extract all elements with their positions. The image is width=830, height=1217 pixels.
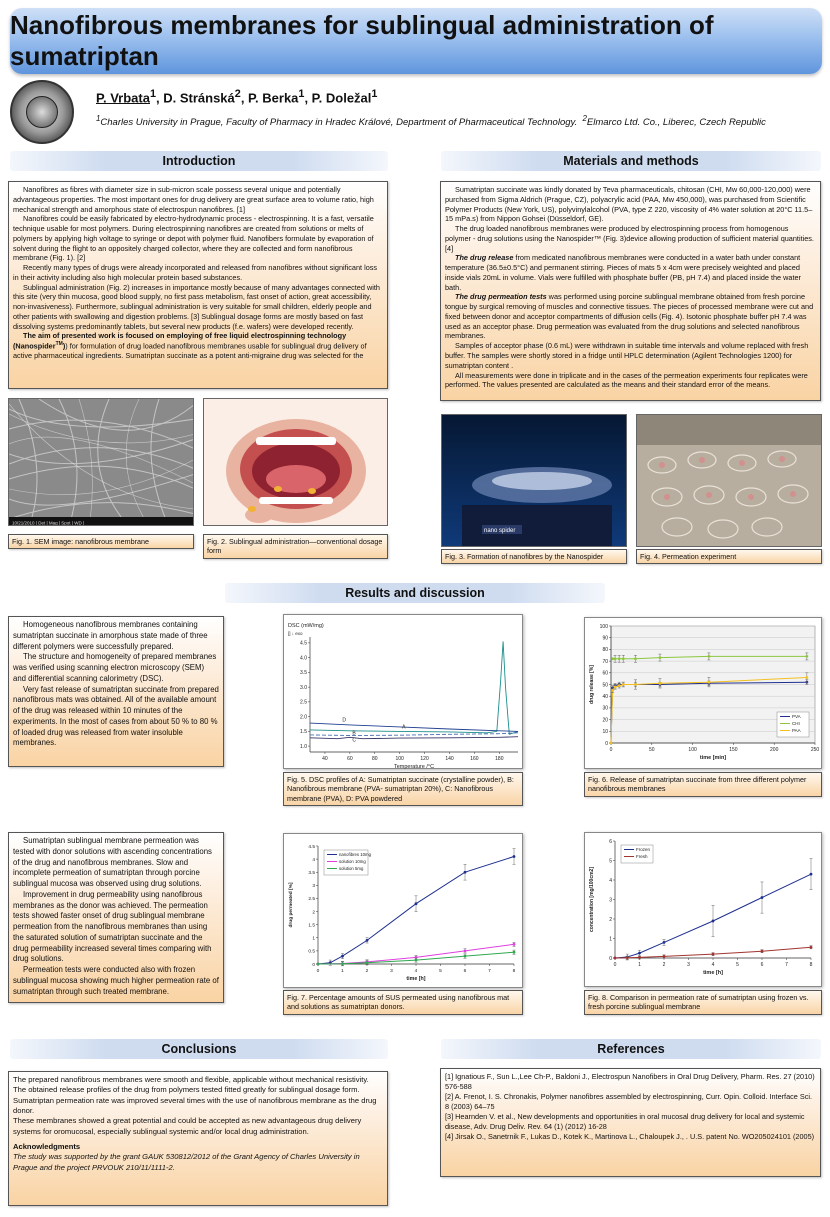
x-tick-label: 2 bbox=[662, 962, 666, 968]
conclusions-text: The prepared nanofibrous membranes were smooth and flexible, applicable without mechanical resistivity. The obtained release profiles of the drug from polymers tested fitted greatly for sublingual dosage form. Sumatriptan permeation rate was improved several times with the use of nanofibrous membrane as the drug donor. These membranes showed a great potential and could be accepted as new advantageous drug delivery systems for oromucosal, especially sublingual systemic and/or local drug administration. Acknowledgments The study was supported by the grant GAUK 530812/2012 of the Grant Agency of Charles University in Prague and the project PRVOUK 210/11/1111-2. bbox=[8, 1071, 388, 1206]
x-tick-label: 80 bbox=[371, 756, 378, 762]
y-axis-unit-note: [] ↓ exo bbox=[288, 631, 303, 636]
y-axis-label: concentration [mg/100cm2] bbox=[589, 866, 595, 933]
x-tick-label: 50 bbox=[649, 747, 655, 753]
y-tick-label: 2 bbox=[609, 916, 612, 923]
data-point bbox=[513, 943, 516, 946]
y-tick-label: 4 bbox=[312, 857, 315, 863]
sem-image bbox=[8, 398, 194, 526]
sublingual-mouth-image bbox=[203, 398, 388, 526]
y-tick-label: 6 bbox=[609, 838, 612, 845]
y-tick-label: 0 bbox=[312, 962, 315, 968]
section-introduction-heading: Introduction bbox=[10, 151, 388, 171]
section-results-heading: Results and discussion bbox=[225, 583, 605, 603]
y-tick-label: 2.5 bbox=[308, 897, 315, 903]
curve-label-c: C bbox=[352, 737, 356, 744]
data-point bbox=[638, 952, 641, 955]
data-point bbox=[805, 676, 808, 679]
y-tick-label: 4.5 bbox=[300, 640, 307, 647]
acknowledgments-heading: Acknowledgments bbox=[13, 1141, 81, 1151]
legend-label: PAA bbox=[792, 728, 801, 733]
acknowledgments-text: The study was supported by the grant GAUK 530812/2012 of the Grant Agency of Charles University in Prague and the project PRVOUK 210/11/1111-2. bbox=[13, 1152, 360, 1172]
data-point bbox=[663, 941, 666, 944]
y-tick-label: 2 bbox=[312, 910, 315, 916]
fig5-caption: Fig. 5. DSC profiles of A: Sumatriptan succinate (crystalline powder), B: Nanofibrous membrane (PVA- sumatriptan 20%), C: Nanofibrous membrane (PVA), D: PVA powdered bbox=[283, 772, 523, 806]
data-point bbox=[761, 950, 764, 953]
x-tick-label: 1 bbox=[341, 969, 344, 974]
frozen-fresh-chart bbox=[584, 832, 822, 987]
data-point bbox=[464, 949, 467, 952]
release-chart bbox=[584, 617, 822, 769]
x-tick-label: 4 bbox=[711, 962, 715, 968]
data-point bbox=[610, 742, 613, 745]
data-point bbox=[663, 955, 666, 958]
introduction-text: Nanofibres as fibres with diameter size in sub-micron scale possess several unique and potentially advantageous properties. The most important ones for drug delivery are great surface area to volume ratio, high mechanical strength and amorphous state of electrospun nanofibres. [1] Nanofibres could be easily fabricated by electro-hydrodynamic process - electrospinning. It is a fast, versatile technique usable for most polymers. During electrospinning nanofibres are created from solutions or melts of polymers by applying high voltage to syringe or depot with polymer fluid. Nanofibers formulate by evaporation of solvent during the flight to an oppositely charged collector, where they are collected and form nanofibrous membrane (Fig. 1). [2] Recently many types of drugs were already incorporated and released from nanofibres without significant loss in their activity including also high molecular protein based substances. Sublingual administration (Fig. 2) increases in importance mostly because of many advantages connected with this site (very thin mucosa, good blood supply, no first pass metabolism, fast onset of action, great accessibility, non-invasiveness). Furthermore, sublingual administration is very suitable for small children, elderly people and other patients with swallowing and digestion problems. [3] Sublingual dosage forms are mostly based on fast dissolving systems predominantly tablets, but several new products (f.e. wafers) were developed recently. The aim of presented work is focused on employing of free liquid electrospinning technology (Nanospider™)) for formulation of drug loaded nanofibrous membranes usable for sublingual drug delivery of active pharmaceutical ingredients. Sumatriptan succinate as a potent anti-migraine drug was selected for the bbox=[8, 181, 388, 389]
x-tick-label: 3 bbox=[390, 969, 393, 974]
x-tick-label: 0 bbox=[609, 747, 613, 753]
x-tick-label: 6 bbox=[463, 969, 467, 974]
university-seal-logo bbox=[10, 80, 74, 144]
data-point bbox=[618, 657, 621, 660]
nanospider-image bbox=[441, 414, 627, 547]
series-line-c bbox=[310, 737, 518, 739]
legend-label: Fresh bbox=[636, 854, 648, 859]
data-point bbox=[810, 946, 813, 949]
x-tick-label: 40 bbox=[322, 756, 328, 762]
y-tick-label: 3.5 bbox=[308, 871, 315, 877]
x-tick-label: 100 bbox=[395, 756, 404, 762]
data-point bbox=[366, 939, 369, 942]
y-tick-label: 0 bbox=[609, 955, 612, 962]
data-point bbox=[415, 902, 418, 905]
data-point bbox=[805, 655, 808, 658]
results-text-1: Homogeneous nanofibrous membranes containing sumatriptan succinate in amorphous state made of three different polymers were successfully prepared. The structure and homogeneity of prepared membranes was verified using scanning electron microscopy (SEM) and differential scanning calorimetry (DSC). Very fast release of sumatriptan succinate from prepared nanofibrous mats was obtained. All of the available amount of the drug was released within 10 minutes of the experiments. In the most of cases from about 50 % to 80 % of loaded drug was released from water insoluble membranes. bbox=[8, 616, 224, 767]
y-tick-label: 70 bbox=[602, 658, 608, 665]
release-chart-svg bbox=[585, 618, 823, 770]
data-point bbox=[810, 873, 813, 876]
legend-label: Frozen bbox=[636, 847, 651, 852]
x-tick-label: 100 bbox=[688, 747, 697, 753]
y-tick-label: 30 bbox=[602, 705, 608, 712]
x-tick-label: 7 bbox=[785, 962, 788, 968]
x-tick-label: 1 bbox=[638, 962, 641, 968]
series-line-a bbox=[310, 641, 518, 737]
y-tick-label: 1.5 bbox=[300, 729, 307, 736]
data-point bbox=[712, 920, 715, 923]
y-tick-label: 4.5 bbox=[308, 844, 315, 850]
y-tick-label: 2.5 bbox=[300, 699, 307, 706]
data-point bbox=[366, 961, 369, 964]
section-references-heading: References bbox=[441, 1039, 821, 1059]
x-tick-label: 180 bbox=[495, 756, 504, 762]
data-point bbox=[341, 962, 344, 965]
x-tick-label: 250 bbox=[810, 747, 820, 753]
author-1: P. Vrbata bbox=[96, 90, 150, 106]
curve-label-a: A bbox=[402, 724, 406, 731]
x-tick-label: 60 bbox=[347, 756, 353, 762]
y-tick-label: 3.5 bbox=[300, 670, 307, 677]
section-conclusions-heading: Conclusions bbox=[10, 1039, 388, 1059]
sem-scale-bar-text: 10/21/2010 | Det | Mag | Spot | WD | bbox=[12, 520, 85, 526]
nanospider-logo-text: nano spider bbox=[484, 528, 516, 534]
title-banner bbox=[10, 8, 822, 74]
legend-label: solution 5mg bbox=[339, 866, 364, 871]
legend-label: PVA bbox=[792, 714, 801, 719]
x-tick-label: 140 bbox=[445, 756, 454, 762]
x-tick-label: 8 bbox=[809, 962, 813, 968]
permeation-chart-svg bbox=[284, 834, 524, 989]
y-tick-label: 2.0 bbox=[300, 714, 307, 721]
x-tick-label: 120 bbox=[420, 756, 429, 762]
y-tick-label: 3 bbox=[312, 884, 315, 890]
author-3: P. Berka bbox=[248, 90, 299, 106]
fig6-caption: Fig. 6. Release of sumatriptan succinate from three different polymer nanofibrous membranes bbox=[584, 772, 822, 797]
y-tick-label: 3.0 bbox=[300, 684, 307, 691]
y-tick-label: 50 bbox=[602, 682, 608, 689]
y-axis-label: drug release [%] bbox=[589, 665, 595, 704]
legend-label: solution 10mg bbox=[339, 859, 366, 864]
y-tick-label: 1.0 bbox=[300, 743, 307, 750]
data-point bbox=[611, 657, 614, 660]
data-point bbox=[614, 957, 617, 960]
data-point bbox=[708, 681, 711, 684]
y-tick-label: 3 bbox=[609, 897, 612, 904]
x-tick-label: 0 bbox=[613, 962, 617, 968]
y-tick-label: 10 bbox=[602, 729, 608, 736]
x-tick-label: 3 bbox=[687, 962, 690, 968]
x-axis-label: time [h] bbox=[703, 970, 723, 976]
legend-label: nanofibres 10mg bbox=[339, 852, 372, 857]
y-axis-label: DSC (mW/mg) bbox=[288, 623, 324, 629]
y-tick-label: 0 bbox=[605, 740, 608, 747]
reference-2: [2] A. Frenot, I. S. Chronakis, Polymer nanofibres assembled by electrospinning, Curr. Opin. Colloid. Interface Sci. 8 (2003) 64–75 bbox=[445, 1091, 813, 1111]
legend-label: CHI bbox=[792, 721, 800, 726]
reference-1: [1] Ignatious F., Sun L.,Lee Ch-P., Baldoni J., Electrospun Nanofibers in Oral Drug Delivery, Pharm. Res. 27 (2010) 576-588 bbox=[445, 1072, 815, 1091]
x-axis-label: time [h] bbox=[406, 976, 426, 982]
y-tick-label: 1 bbox=[609, 936, 612, 943]
y-tick-label: 1 bbox=[312, 936, 315, 942]
data-point bbox=[464, 871, 467, 874]
data-point bbox=[659, 656, 662, 659]
data-point bbox=[634, 683, 637, 686]
x-tick-label: 5 bbox=[439, 969, 442, 974]
data-point bbox=[638, 956, 641, 959]
data-point bbox=[659, 682, 662, 685]
data-point bbox=[415, 959, 418, 962]
fig3-caption: Fig. 3. Formation of nanofibres by the Nanospider bbox=[441, 549, 627, 564]
data-point bbox=[341, 955, 344, 958]
dsc-chart-svg bbox=[284, 615, 524, 770]
x-axis-label: Temperature /°C bbox=[393, 764, 435, 770]
author-2: D. Stránská bbox=[163, 90, 235, 106]
frozen-fresh-chart-svg bbox=[585, 833, 823, 988]
fig4-caption: Fig. 4. Permeation experiment bbox=[636, 549, 822, 564]
x-tick-label: 5 bbox=[736, 962, 739, 968]
y-tick-label: 90 bbox=[602, 635, 608, 642]
x-tick-label: 6 bbox=[760, 962, 764, 968]
data-point bbox=[464, 955, 467, 958]
data-point bbox=[708, 655, 711, 658]
y-tick-label: 60 bbox=[602, 670, 608, 677]
results-text-2: Sumatriptan sublingual membrane permeation was tested with donor solutions with ascending concentrations of the drug and nanofibrous membranes. Slow and incomplete permeation of sumatriptan through porcine sublingual mucosa was observed using drug solutions. Improvement in drug permeability using nanofibrous membranes as the donor was achieved. The permeation tests showed faster onset of drug sublingual membrane permeation from the nanofibrous membranes than using the saturated solution of sumatriptan succinate and the drug permeability increased several times comparing with drug solutions. Permeation tests were conducted also with frozen sublingual mucosa showing much higher permeation rate of sumatriptan through such treated membrane. bbox=[8, 832, 224, 1003]
curve-label-d: D bbox=[342, 717, 347, 724]
data-point bbox=[614, 685, 617, 688]
permeation-experiment-image bbox=[636, 414, 822, 547]
x-tick-label: 2 bbox=[365, 969, 369, 974]
x-tick-label: 4 bbox=[414, 969, 418, 974]
data-point bbox=[622, 657, 625, 660]
permeation-chart bbox=[283, 833, 523, 988]
curve-label-b: B bbox=[352, 730, 356, 737]
x-tick-label: 8 bbox=[512, 969, 516, 974]
data-point bbox=[712, 953, 715, 956]
y-tick-label: 0.5 bbox=[308, 949, 315, 955]
x-axis-label: time [min] bbox=[699, 755, 727, 761]
data-point bbox=[626, 956, 629, 959]
y-tick-label: 100 bbox=[599, 623, 608, 630]
data-point bbox=[513, 855, 516, 858]
author-4: P. Doležal bbox=[311, 90, 372, 106]
fig8-caption: Fig. 8. Comparison in permeation rate of sumatriptan using frozen vs. fresh porcine sublingual membrane bbox=[584, 990, 822, 1015]
y-tick-label: 20 bbox=[602, 717, 608, 724]
references-list bbox=[440, 1068, 821, 1177]
reference-3: [3] Hearnden V. et al., New developments and opportunities in oral mucosal drug delivery for local and systemic disease, Adv. Drug Deliv. Rev. 64 (1) (2012) 16-28 bbox=[445, 1111, 805, 1131]
fig7-caption: Fig. 7. Percentage amounts of SUS permeated using nanofibrous mat and solutions as sumatriptan donors. bbox=[283, 990, 523, 1015]
materials-text: Sumatriptan succinate was kindly donated by Teva pharmaceuticals, chitosan (CHI, Mw 60,000-120,000) were purchased from Sigma Aldrich (Prague, CZ), polyacrylic acid (PAA, Mw 450,000), was purchased from Scientific Polymer Products (New York, US), polyvinylalcohol (PVA, type Z 220, viscosity of 4% water solution at 20°C 11.5–15 mPa.s) from Nippon Gohsei (Düsseldorf, GE). The drug loaded nanofibrous membranes were produced by electrospinning process from homogenous polymer - drug solutions using the Nanospider™ (Fig. 3)device allowing production of sufficient material quantities.[4] The drug release from medicated nanofibrous membranes were conducted in a water bath under constant temperature (36.5±0.5°C) and permanent stirring. Pieces of mats 5 x 4cm were precisely weighted and placed inside vials 20mL in volume. Vials were fulfilled with phosphate buffer (PB, pH 7.4) and placed inside the water bath. The drug permeation tests was performed using porcine sublingual membrane obtained from fresh porcine tongue by surgical removing of muscles and connective tissues. The pieces of processed membrane were cut and fixed between donor and acceptor compartments of diffusion cells (Fig. 4). Isotonic phosphate buffer pH 7.4 was used as an acceptor phase. Drug permeation was evaluated from the drug solutions and selected nanofibrous membranes. Samples of acceptor phase (0.6 mL) were withdrawn in suitable time intervals and volume replaced with fresh buffer. The samples were shortly stored in a fridge until HPLC determination (Agilent Technologies 1200) for sumatriptan content . All measurements were done in triplicate and in the cases of the permeation experiments four replicates were performed. The values presented are calculated as the means and their standard error of the means. bbox=[440, 181, 821, 401]
author-line: P. Vrbata$^1$, D. Stránská$^2$, P. Berka$^1$, P. Doležal$^1$ bbox=[96, 88, 378, 106]
data-point bbox=[317, 963, 320, 966]
y-axis-label: drug permeated [%] bbox=[289, 882, 294, 928]
poster-title: Nanofibrous membranes for sublingual administration of sumatriptan bbox=[10, 10, 714, 71]
reference-4: [4] Jirsak O., Sanetrnik F., Lukas D., Kotek K., Martinova L., Chaloupek J., . U.S. patent No. WO205024101 (2005) bbox=[445, 1131, 815, 1141]
fig2-caption: Fig. 2. Sublingual administration—conventional dosage form bbox=[203, 534, 388, 559]
x-tick-label: 0 bbox=[316, 969, 320, 974]
y-tick-label: 5 bbox=[609, 858, 612, 865]
data-point bbox=[761, 896, 764, 899]
y-tick-label: 1.5 bbox=[308, 923, 315, 929]
affiliations: $^1$Charles University in Prague, Faculty of Pharmacy in Hradec Králové, Department of Pharmaceutical Technology. $^2$Elmarco Ltd. Co., Liberec, Czech Republic bbox=[96, 114, 766, 129]
y-tick-label: 40 bbox=[602, 694, 608, 700]
x-tick-label: 150 bbox=[729, 747, 738, 753]
x-tick-label: 200 bbox=[770, 747, 779, 753]
data-point bbox=[618, 684, 621, 687]
x-tick-label: 7 bbox=[488, 969, 491, 974]
y-tick-label: 4 bbox=[609, 877, 612, 884]
dsc-chart bbox=[283, 614, 523, 769]
data-point bbox=[513, 951, 516, 954]
fig1-caption: Fig. 1. SEM image: nanofibrous membrane bbox=[8, 534, 194, 549]
x-tick-label: 160 bbox=[470, 756, 479, 762]
data-point bbox=[634, 657, 637, 660]
data-point bbox=[622, 683, 625, 686]
data-point bbox=[614, 657, 617, 660]
y-tick-label: 80 bbox=[602, 647, 608, 654]
section-materials-heading: Materials and methods bbox=[441, 151, 821, 171]
y-tick-label: 4.0 bbox=[300, 655, 307, 662]
